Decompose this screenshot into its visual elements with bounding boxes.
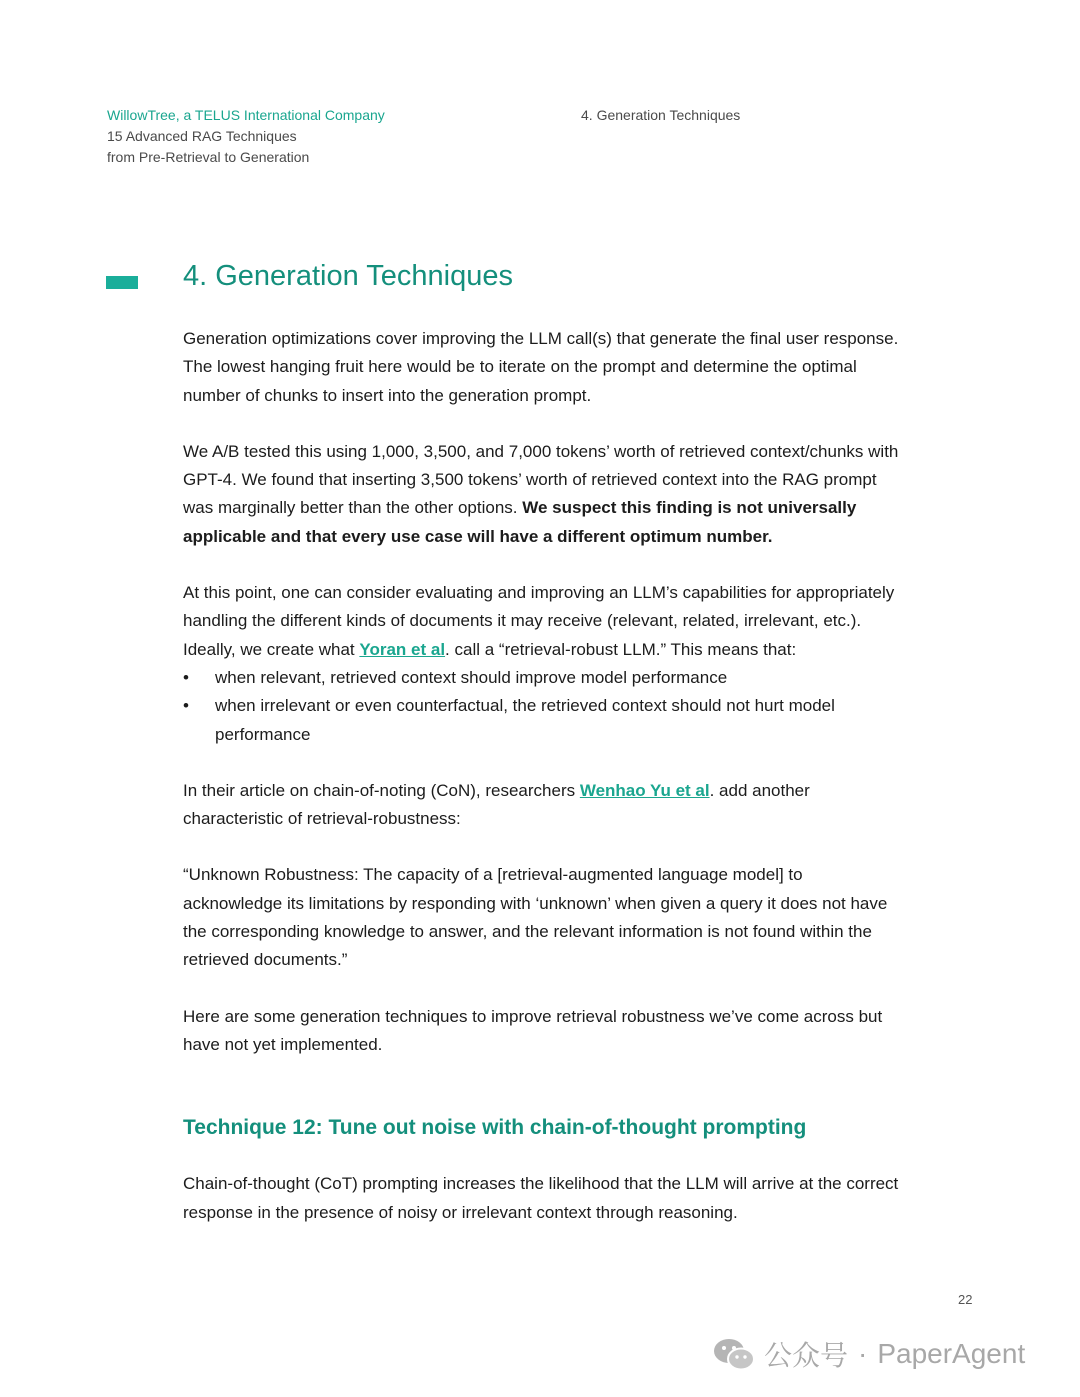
chain-of-noting-text-b: . add another characteristic of retrieval-robustness: [183, 780, 810, 829]
company-name: WillowTree, a TELUS International Company [107, 107, 385, 123]
section-accent-bar [106, 276, 138, 289]
quote-unknown-robustness: “Unknown Robustness: The capacity of a [retrieval-augmented language model] to acknowledge its limitations by responding with ‘unknown’ when given a query it does not have the corresponding knowledge to answer, and the relevant information is not found within the retrieved documents.” [183, 865, 888, 970]
wenhao-yu-link[interactable]: Wenhao Yu et al [579, 780, 710, 800]
watermark [712, 1332, 1025, 1376]
retrieval-robust-text-a: At this point, one can consider evaluating and improving an LLM’s capabilities for appropriately handling the different kinds of documents it may receive (relevant, related, irrelevant, etc.). Ideally, we create what [183, 583, 895, 659]
watermark-name: PaperAgent [877, 1338, 1026, 1369]
requirements-list [183, 664, 903, 749]
running-header-left [107, 105, 385, 168]
list-item [183, 664, 903, 692]
paragraph-retrieval-robust [183, 579, 903, 664]
technique-12-heading: Technique 12: Tune out noise with chain-of-thought prompting [183, 1116, 807, 1140]
page-number: 22 [958, 1292, 973, 1307]
wechat-icon [712, 1336, 756, 1372]
ab-test-text: We A/B tested this using 1,000, 3,500, and 7,000 tokens’ worth of retrieved context/chunks with GPT-4. We found that inserting 3,500 tokens’ worth of retrieved context into the RAG prompt was marginally better than the other options. [183, 441, 899, 518]
list-item-text: when irrelevant or even counterfactual, the retrieved context should not hurt model performance [215, 696, 835, 744]
list-item-text: when relevant, retrieved context should improve model performance [215, 667, 728, 687]
retrieval-robust-text-b: . call a “retrieval-robust LLM.” This means that: [445, 639, 797, 659]
bullet-icon: • [183, 667, 189, 687]
paragraph-ab-test [183, 438, 903, 551]
ab-test-bold-finding: We suspect this finding is not universally applicable and that every use case will have a different optimum number. [183, 498, 857, 546]
yoran-link[interactable]: Yoran et al [359, 639, 446, 659]
chain-of-noting-text-a: In their article on chain-of-noting (CoN), researchers [183, 780, 580, 800]
list-item [183, 692, 903, 749]
paragraph-cot: Chain-of-thought (CoT) prompting increases the likelihood that the LLM will arrive at the correct response in the presence of noisy or irrelevant context through reasoning. [183, 1174, 899, 1222]
paragraph-chain-of-noting [183, 777, 903, 834]
main-content [183, 325, 903, 1227]
watermark-label: 公众号 [764, 1340, 849, 1371]
doc-title: 15 Advanced RAG Techniques [107, 128, 297, 144]
doc-subtitle: from Pre-Retrieval to Generation [107, 149, 310, 165]
running-header-section: 4. Generation Techniques [581, 107, 741, 123]
paragraph-techniques-intro: Here are some generation techniques to improve retrieval robustness we’ve come across but have not yet implemented. [183, 1006, 883, 1054]
watermark-separator: · [858, 1338, 868, 1369]
section-title: 4. Generation Techniques [183, 260, 513, 292]
bullet-icon: • [183, 696, 189, 716]
paragraph-intro: Generation optimizations cover improving the LLM call(s) that generate the final user response. The lowest hanging fruit here would be to iterate on the prompt and determine the optimal number of chunks to insert into the generation prompt. [183, 329, 899, 405]
